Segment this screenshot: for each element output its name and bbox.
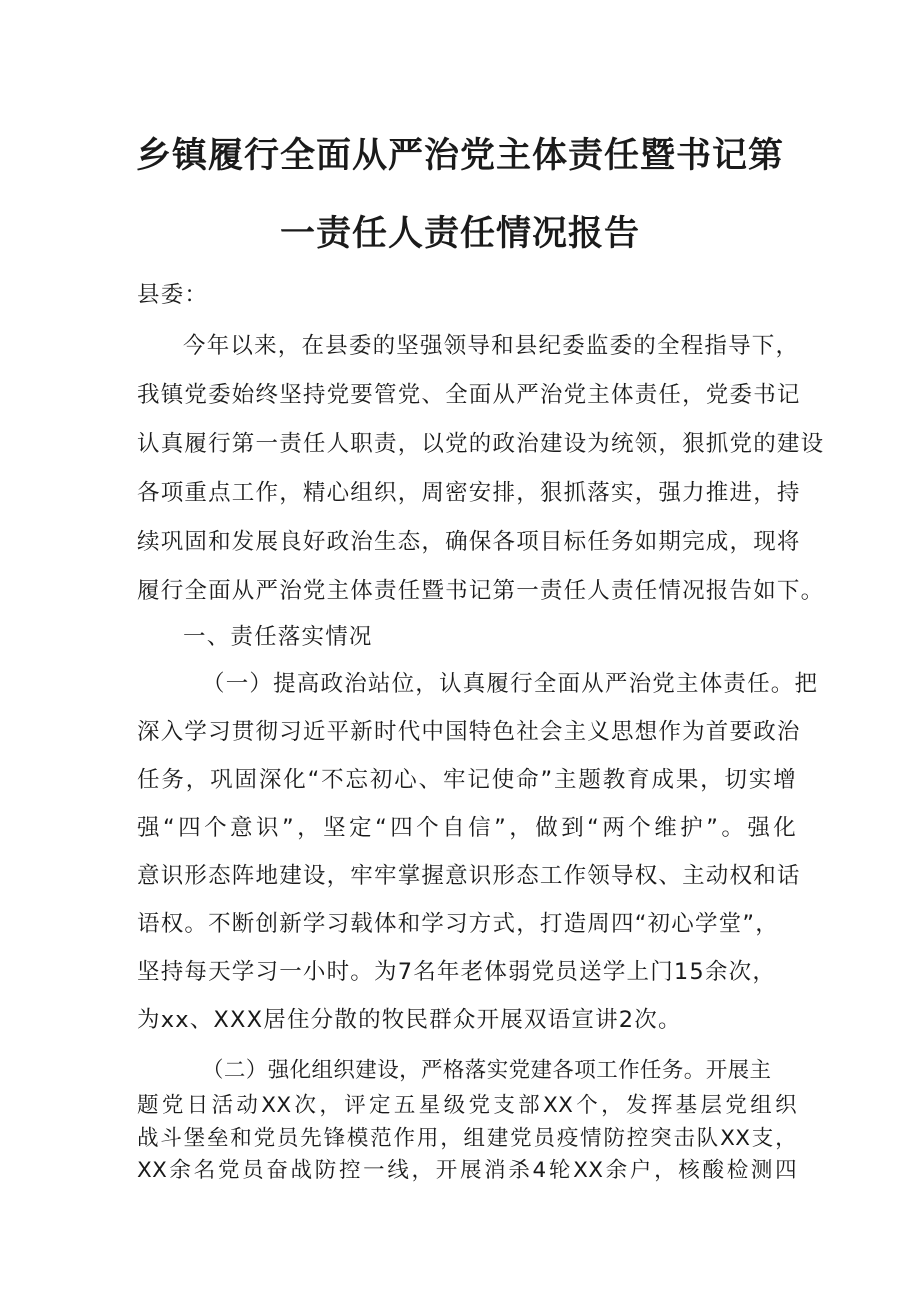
salutation: 县委：	[137, 282, 209, 308]
intro-line: 今年以来，在县委的坚强领导和县纪委监委的全程指导下，	[183, 333, 800, 359]
subsection-1-line: 深入学习贯彻习近平新时代中国特色社会主义思想作为首要政治	[137, 719, 801, 745]
intro-line: 认真履行第一责任人职责，以党的政治建设为统领，狠抓党的建设	[137, 431, 825, 457]
subsection-1-line: （一）提高政治站位，认真履行全面从严治党主体责任。把	[202, 671, 819, 697]
subsection-1-line: 为xx、XXX居住分散的牧民群众开展双语宣讲2次。	[137, 1007, 682, 1033]
subsection-2-line: 题党日活动XX次，评定五星级党支部XX个，发挥基层党组织	[137, 1093, 797, 1118]
subsection-1-line: 语权。不断创新学习载体和学习方式，打造周四“初心学堂”，	[137, 911, 779, 937]
subsection-1-line: 意识形态阵地建设，牢牢掌握意识形态工作领导权、主动权和话	[137, 863, 801, 889]
document-title-line-2: 一责任人责任情况报告	[279, 214, 640, 254]
subsection-2-line: 战斗堡垒和党员先锋模范作用，组建党员疫情防控突击队XX支，	[137, 1126, 797, 1151]
subsection-2-line: XX余名党员奋战防控一线，开展消杀4轮XX余户，核酸检测四	[137, 1158, 797, 1183]
subsection-2-line: （二）强化组织建设，严格落实党建各项工作任务。开展主	[202, 1058, 772, 1083]
section-heading: 一、责任落实情况	[183, 624, 373, 650]
intro-line: 各项重点工作，精心组织，周密安排，狠抓落实，强力推进，持	[137, 480, 801, 506]
document-title-line-1: 乡镇履行全面从严治党主体责任暨书记第	[135, 136, 784, 176]
intro-line: 续巩固和发展良好政治生态，确保各项目标任务如期完成，现将	[137, 529, 801, 555]
subsection-1-line: 任务，巩固深化“不忘初心、牢记使命”主题教育成果，切实增	[137, 767, 797, 793]
intro-line: 履行全面从严治党主体责任暨书记第一责任人责任情况报告如下。	[137, 578, 825, 604]
subsection-1-line: 坚持每天学习一小时。为7名年老体弱党员送学上门15余次，	[137, 959, 777, 985]
subsection-1-line: 强“四个意识”，坚定“四个自信”，做到“两个维护”。强化	[137, 815, 797, 841]
intro-line: 我镇党委始终坚持党要管党、全面从严治党主体责任，党委书记	[137, 382, 801, 408]
